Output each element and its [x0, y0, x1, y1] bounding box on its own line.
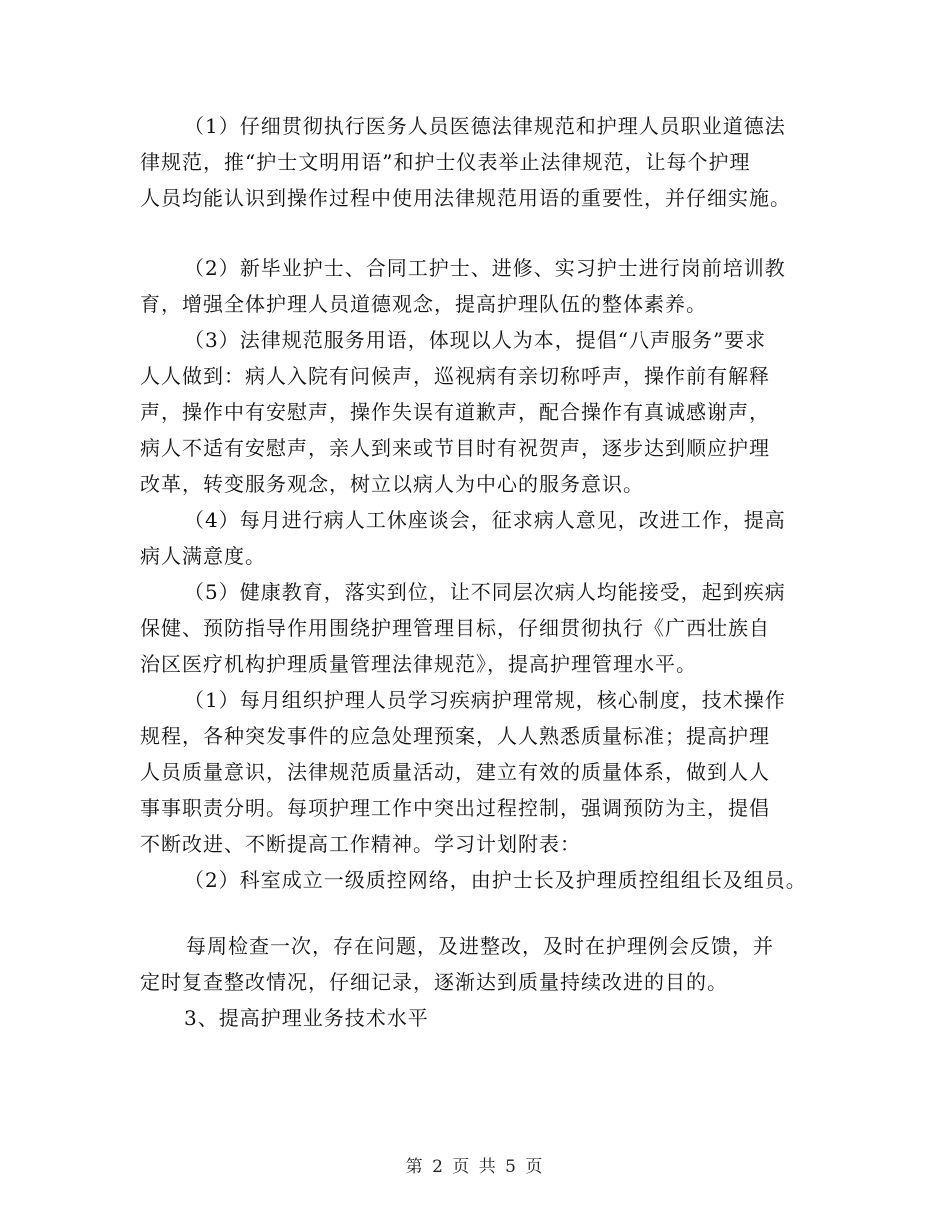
- paragraph-8: [140, 928, 830, 1000]
- paragraph-line: 病人满意度。: [140, 544, 266, 568]
- paragraph-line: 人员质量意识，法律规范质量活动，建立有效的质量体系，做到人人: [140, 760, 770, 784]
- paragraph-line: （2）新毕业护士、合同工护士、进修、实习护士进行岗前培训教: [184, 256, 786, 280]
- paragraph-line: 定时复查整改情况，仔细记录，逐渐达到质量持续改进的目的。: [140, 970, 728, 994]
- paragraph-spacer: [140, 898, 830, 928]
- paragraph-line: 规程，各种突发事件的应急处理预案，人人熟悉质量标准；提高护理: [140, 724, 770, 748]
- paragraph-3: [140, 322, 830, 502]
- paragraph-line: 不断改进、不断提高工作精神。学习计划附表：: [140, 832, 581, 856]
- paragraph-spacer: [140, 216, 830, 250]
- paragraph-line: 保健、预防指导作用围绕护理管理目标，仔细贯彻执行《广西壮族自: [140, 616, 770, 640]
- paragraph-1: [140, 108, 830, 216]
- paragraph-7: [140, 862, 830, 898]
- paragraph-line: 育，增强全体护理人员道德观念，提高护理队伍的整体素养。: [140, 292, 707, 316]
- paragraph-line: 每周检查一次，存在问题，及进整改，及时在护理例会反馈，并: [186, 934, 774, 958]
- paragraph-line: 声，操作中有安慰声，操作失误有道歉声，配合操作有真诚感谢声，: [140, 400, 770, 424]
- paragraph-line: 病人不适有安慰声，亲人到来或节目时有祝贺声，逐步达到顺应护理: [140, 436, 770, 460]
- paragraph-line: 人人做到：病人入院有问候声，巡视病有亲切称呼声，操作前有解释: [140, 364, 770, 388]
- paragraph-line: （1）每月组织护理人员学习疾病护理常规，核心制度，技术操作: [184, 688, 786, 712]
- paragraph-4: [140, 502, 830, 574]
- paragraph-line: （2）科室成立一级质控网络，由护士长及护理质控组组长及组员。: [184, 868, 807, 892]
- paragraph-line: 人员均能认识到操作过程中使用法律规范用语的重要性，并仔细实施。: [140, 186, 791, 210]
- paragraph-line: 3、提高护理业务技术水平: [184, 1006, 429, 1030]
- paragraph-line: 治区医疗机构护理质量管理法律规范》，提高护理管理水平。: [140, 652, 697, 676]
- paragraph-line: 改革，转变服务观念，树立以病人为中心的服务意识。: [140, 472, 644, 496]
- paragraph-line: （1）仔细贯彻执行医务人员医德法律规范和护理人员职业道德法: [184, 114, 786, 138]
- paragraph-5: [140, 574, 830, 682]
- section-heading: [140, 1000, 830, 1036]
- paragraph-2: [140, 250, 830, 322]
- paragraph-6: [140, 682, 830, 862]
- paragraph-line: 律规范，推“护士文明用语”和护士仪表举止法律规范，让每个护理: [140, 150, 751, 174]
- paragraph-line: （5）健康教育，落实到位，让不同层次病人均能接受，起到疾病: [184, 580, 786, 604]
- paragraph-line: （4）每月进行病人工休座谈会，征求病人意见，改进工作，提高: [184, 508, 786, 532]
- page-number-footer: 第 2 页 共 5 页: [405, 1157, 545, 1177]
- paragraph-line: 事事职责分明。每项护理工作中突出过程控制，强调预防为主，提倡: [140, 796, 770, 820]
- paragraph-line: （3）法律规范服务用语，体现以人为本，提倡“八声服务”要求: [184, 328, 767, 352]
- document-body: [140, 108, 830, 1036]
